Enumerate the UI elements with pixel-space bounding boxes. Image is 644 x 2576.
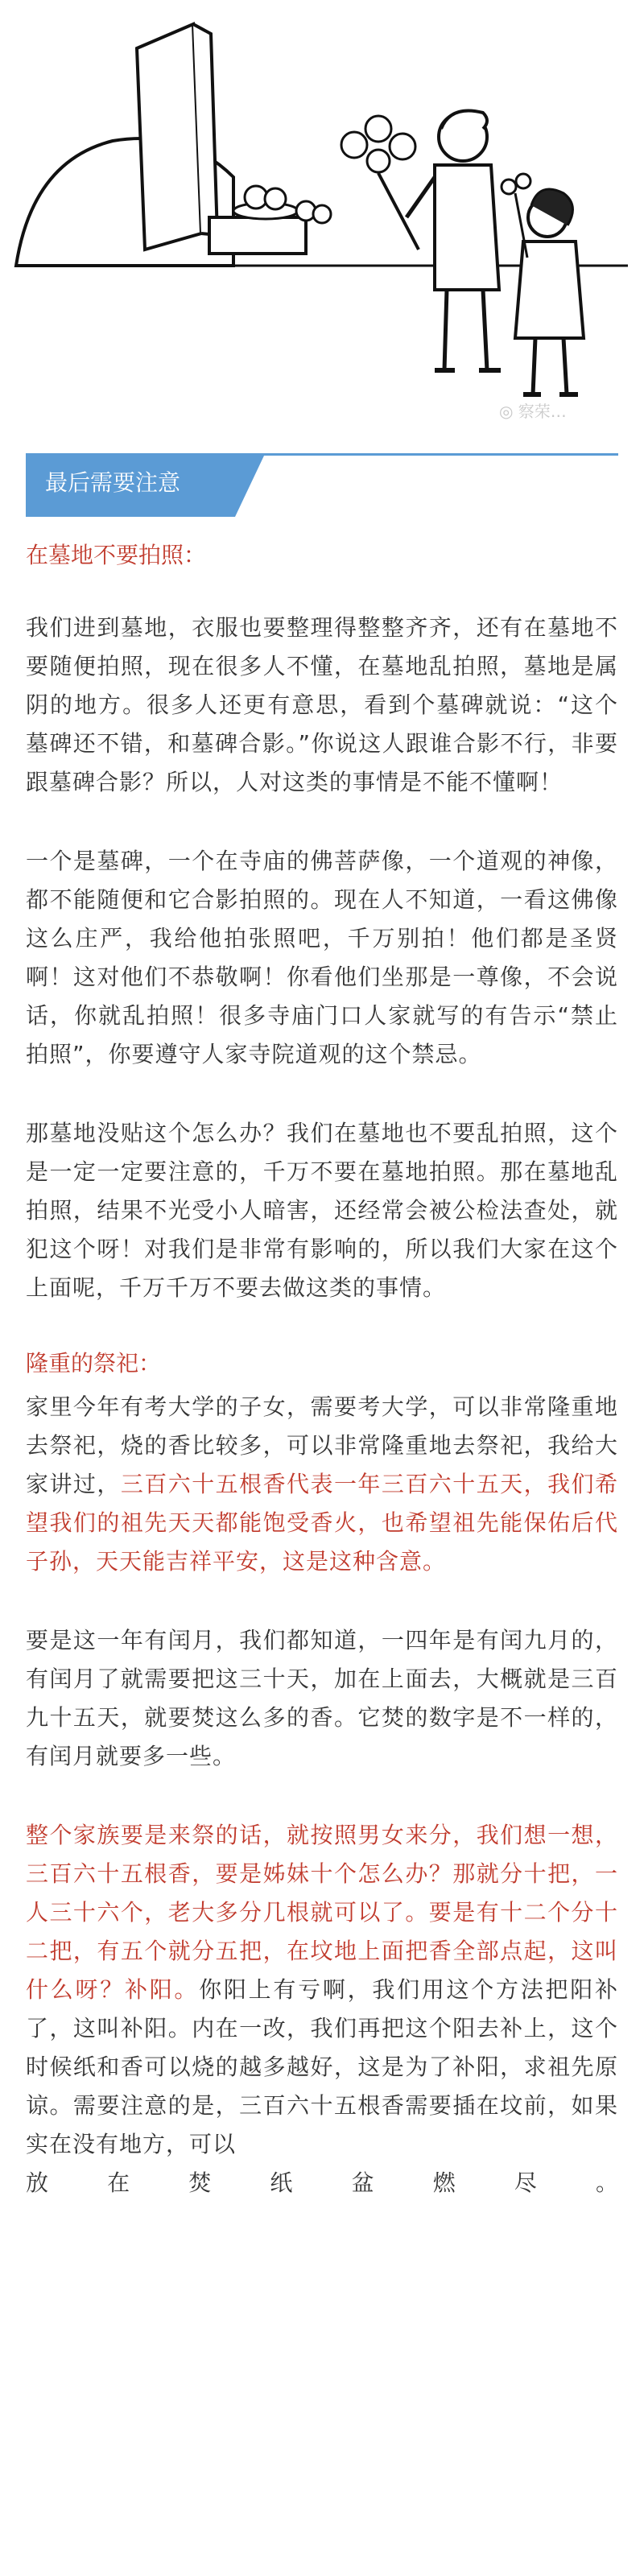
char: 尽	[514, 2169, 537, 2196]
char: 。	[595, 2169, 618, 2196]
char: 放	[26, 2169, 49, 2196]
paragraph	[26, 1816, 618, 2164]
paragraph: 要是这一年有闰月，我们都知道，一四年是有闰九月的，有闰月了就需要把这三十天，加在上面去，大概就是三百九十五天，就要焚这么多的香。它焚的数字是不一样的，有闰月就要多一些。	[26, 1627, 618, 1769]
paragraph-text: 你阳上有亏啊，我们用这个方法把阳补了，这叫补阳。内在一改，我们再把这个阳去补上，这个时候纸和香可以烧的越多越好，这是为了补阳，求祖先原谅。需要注意的是，三百六十五根香需要插在坟前，如果实在没有地方，可以	[26, 1976, 618, 2157]
section-heading-no-photos: 在墓地不要拍照：	[26, 542, 207, 568]
watermark-text: ◎ 察荣…	[499, 402, 567, 421]
article-body	[26, 539, 618, 2202]
highlight-text: 三百六十五根香代表一年三百六十五天，我们希望我们的祖先天天都能饱受香火，也希望祖先能保佑后代子孙，天天能吉祥平安，这是这种含意。	[26, 1471, 618, 1575]
grave-visit-illustration	[0, 0, 644, 439]
paragraph	[26, 1388, 618, 1581]
paragraph: 那墓地没贴这个怎么办？我们在墓地也不要乱拍照，这个是一定一定要注意的，千万不要在墓地拍照。那在墓地乱拍照，结果不光受小人暗害，还经常会被公检法查处，就犯这个呀！对我们是非常有影响的，所以我们大家在这个上面呢，千万千万不要去做这类的事情。	[26, 1120, 618, 1301]
justified-last-line	[26, 2164, 618, 2202]
char: 纸	[270, 2169, 293, 2196]
char: 燃	[432, 2169, 456, 2196]
char: 盆	[351, 2169, 374, 2196]
banner-title: 最后需要注意	[45, 469, 181, 496]
paragraph-text: 家里今年有考大学的子女，需要考大学，可以非常隆重地去祭祀，烧的香比较多，可以非常隆重地去祭祀，我给大家讲过，	[26, 1393, 618, 1497]
section-heading-ceremony: 隆重的祭祀：	[26, 1350, 162, 1377]
char: 焚	[188, 2169, 212, 2196]
char: 在	[107, 2169, 130, 2196]
paragraph: 我们进到墓地，衣服也要整理得整整齐齐，还有在墓地不要随便拍照，现在很多人不懂，在墓地乱拍照，墓地是属阴的地方。很多人还更有意思，看到个墓碑就说：“这个墓碑还不错，和墓碑合影。”你说这人跟谁合影不行，非要跟墓碑合影？所以，人对这类的事情是不能不懂啊！	[26, 614, 618, 795]
highlight-text: 整个家族要是来祭的话，就按照男女来分，我们想一想，三百六十五根香，要是姊妹十个怎么办？那就分十把，一人三十六个，老大多分几根就可以了。要是有十二个分十二把，有五个就分五把，在坟地上面把香全部点起，这叫什么呀？补阳。	[26, 1822, 618, 2003]
paragraph: 一个是墓碑，一个在寺庙的佛菩萨像，一个道观的神像，都不能随便和它合影拍照的。现在人不知道，一看这佛像这么庄严，我给他拍张照吧，千万别拍！他们都是圣贤啊！这对他们不恭敬啊！你看他们坐那是一尊像，不会说话，你就乱拍照！很多寺庙门口人家就写的有告示“禁止拍照”，你要遵守人家寺院道观的这个禁忌。	[26, 848, 618, 1067]
